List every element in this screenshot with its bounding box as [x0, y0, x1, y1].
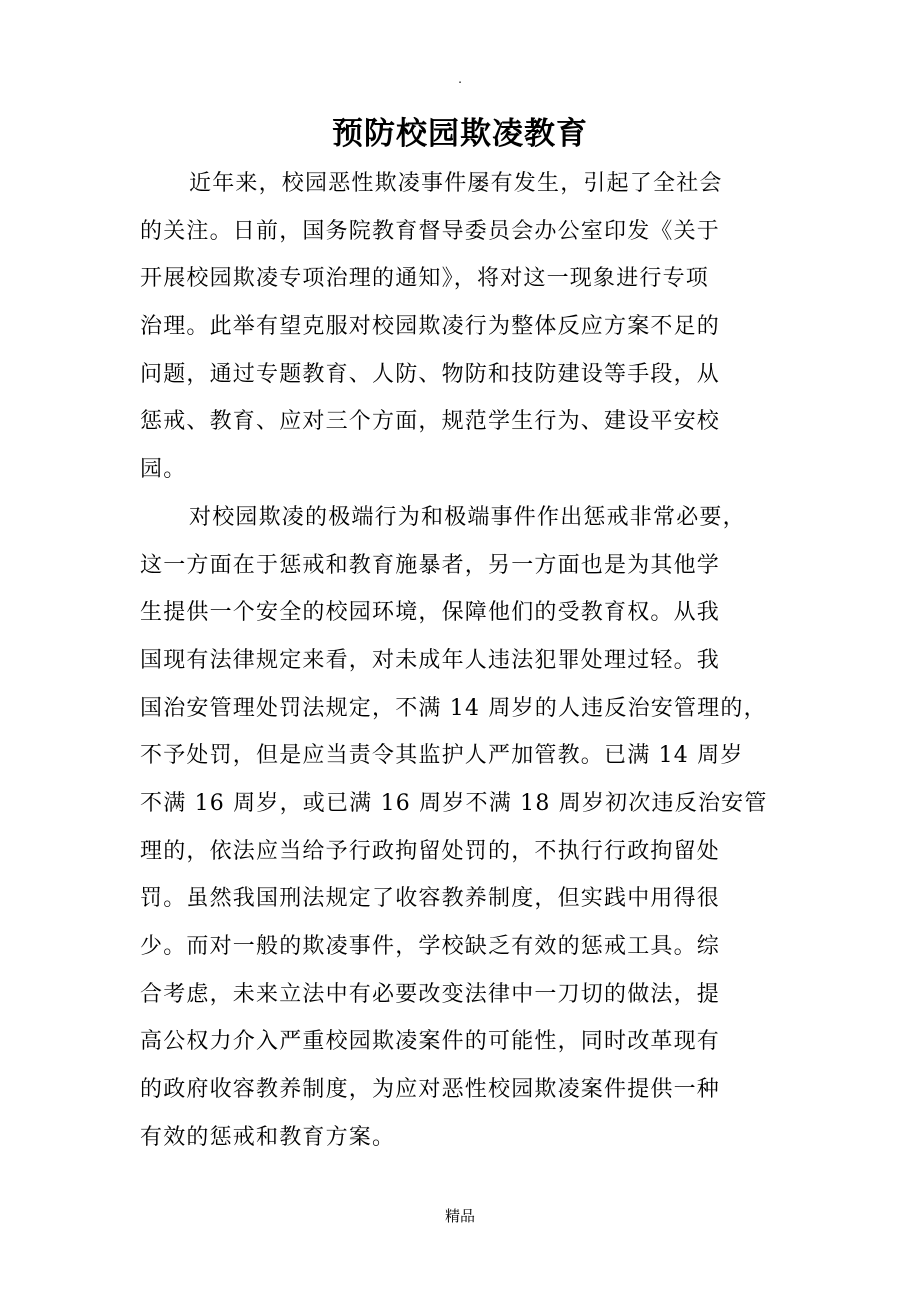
paragraph-line: 国现有法律规定来看，对未成年人违法犯罪处理过轻。我: [140, 647, 721, 673]
paragraph-line: 开展校园欺凌专项治理的通知》，将对这一现象进行专项: [140, 266, 710, 292]
paragraph-line: 理的，依法应当给予行政拘留处罚的，不执行行政拘留处: [140, 838, 721, 864]
paragraph-line: 生提供一个安全的校园环境，保障他们的受教育权。从我: [140, 600, 721, 626]
footer-label: 精品: [444, 1207, 475, 1225]
paragraph-line: 惩戒、教育、应对三个方面，规范学生行为、建设平安校: [140, 409, 721, 435]
paragraph-line: 国治安管理处罚法规定，不满 14 周岁的人违反治安管理的，: [140, 695, 767, 721]
paragraph-2: [140, 494, 780, 1162]
paragraph-line: 高公权力介入严重校园欺凌案件的可能性，同时改革现有: [140, 1029, 721, 1055]
paragraph-1: [140, 160, 780, 494]
paragraph-line: 治理。此举有望克服对校园欺凌行为整体反应方案不足的: [140, 314, 721, 340]
paragraph-line: 不满 16 周岁，或已满 16 周岁不满 18 周岁初次违反治安管: [140, 790, 768, 816]
header-mark: .: [458, 72, 462, 86]
document-body: [140, 160, 780, 1161]
paragraph-line: 这一方面在于惩戒和教育施暴者，另一方面也是为其他学: [140, 552, 721, 578]
paragraph-line: 园。: [140, 457, 187, 483]
paragraph-line: 近年来，校园恶性欺凌事件屡有发生，引起了全社会: [189, 171, 723, 196]
paragraph-line: 对校园欺凌的极端行为和极端事件作出惩戒非常必要，: [189, 504, 746, 530]
paragraph-line: 的关注。日前，国务院教育督导委员会办公室印发《关于: [140, 218, 721, 244]
paragraph-line: 不予处罚，但是应当责令其监护人严加管教。已满 14 周岁: [140, 743, 744, 769]
paragraph-line: 问题，通过专题教育、人防、物防和技防建设等手段，从: [140, 361, 721, 387]
document-title: 预防校园欺凌教育: [332, 116, 588, 152]
paragraph-line: 少。而对一般的欺凌事件，学校缺乏有效的惩戒工具。综: [140, 934, 721, 959]
paragraph-line: 的政府收容教养制度，为应对恶性校园欺凌案件提供一种: [140, 1077, 721, 1103]
paragraph-line: 有效的惩戒和教育方案。: [140, 1124, 396, 1150]
paragraph-line: 合考虑，未来立法中有必要改变法律中一刀切的做法，提: [140, 981, 721, 1007]
paragraph-line: 罚。虽然我国刑法规定了收容教养制度，但实践中用得很: [140, 886, 721, 912]
